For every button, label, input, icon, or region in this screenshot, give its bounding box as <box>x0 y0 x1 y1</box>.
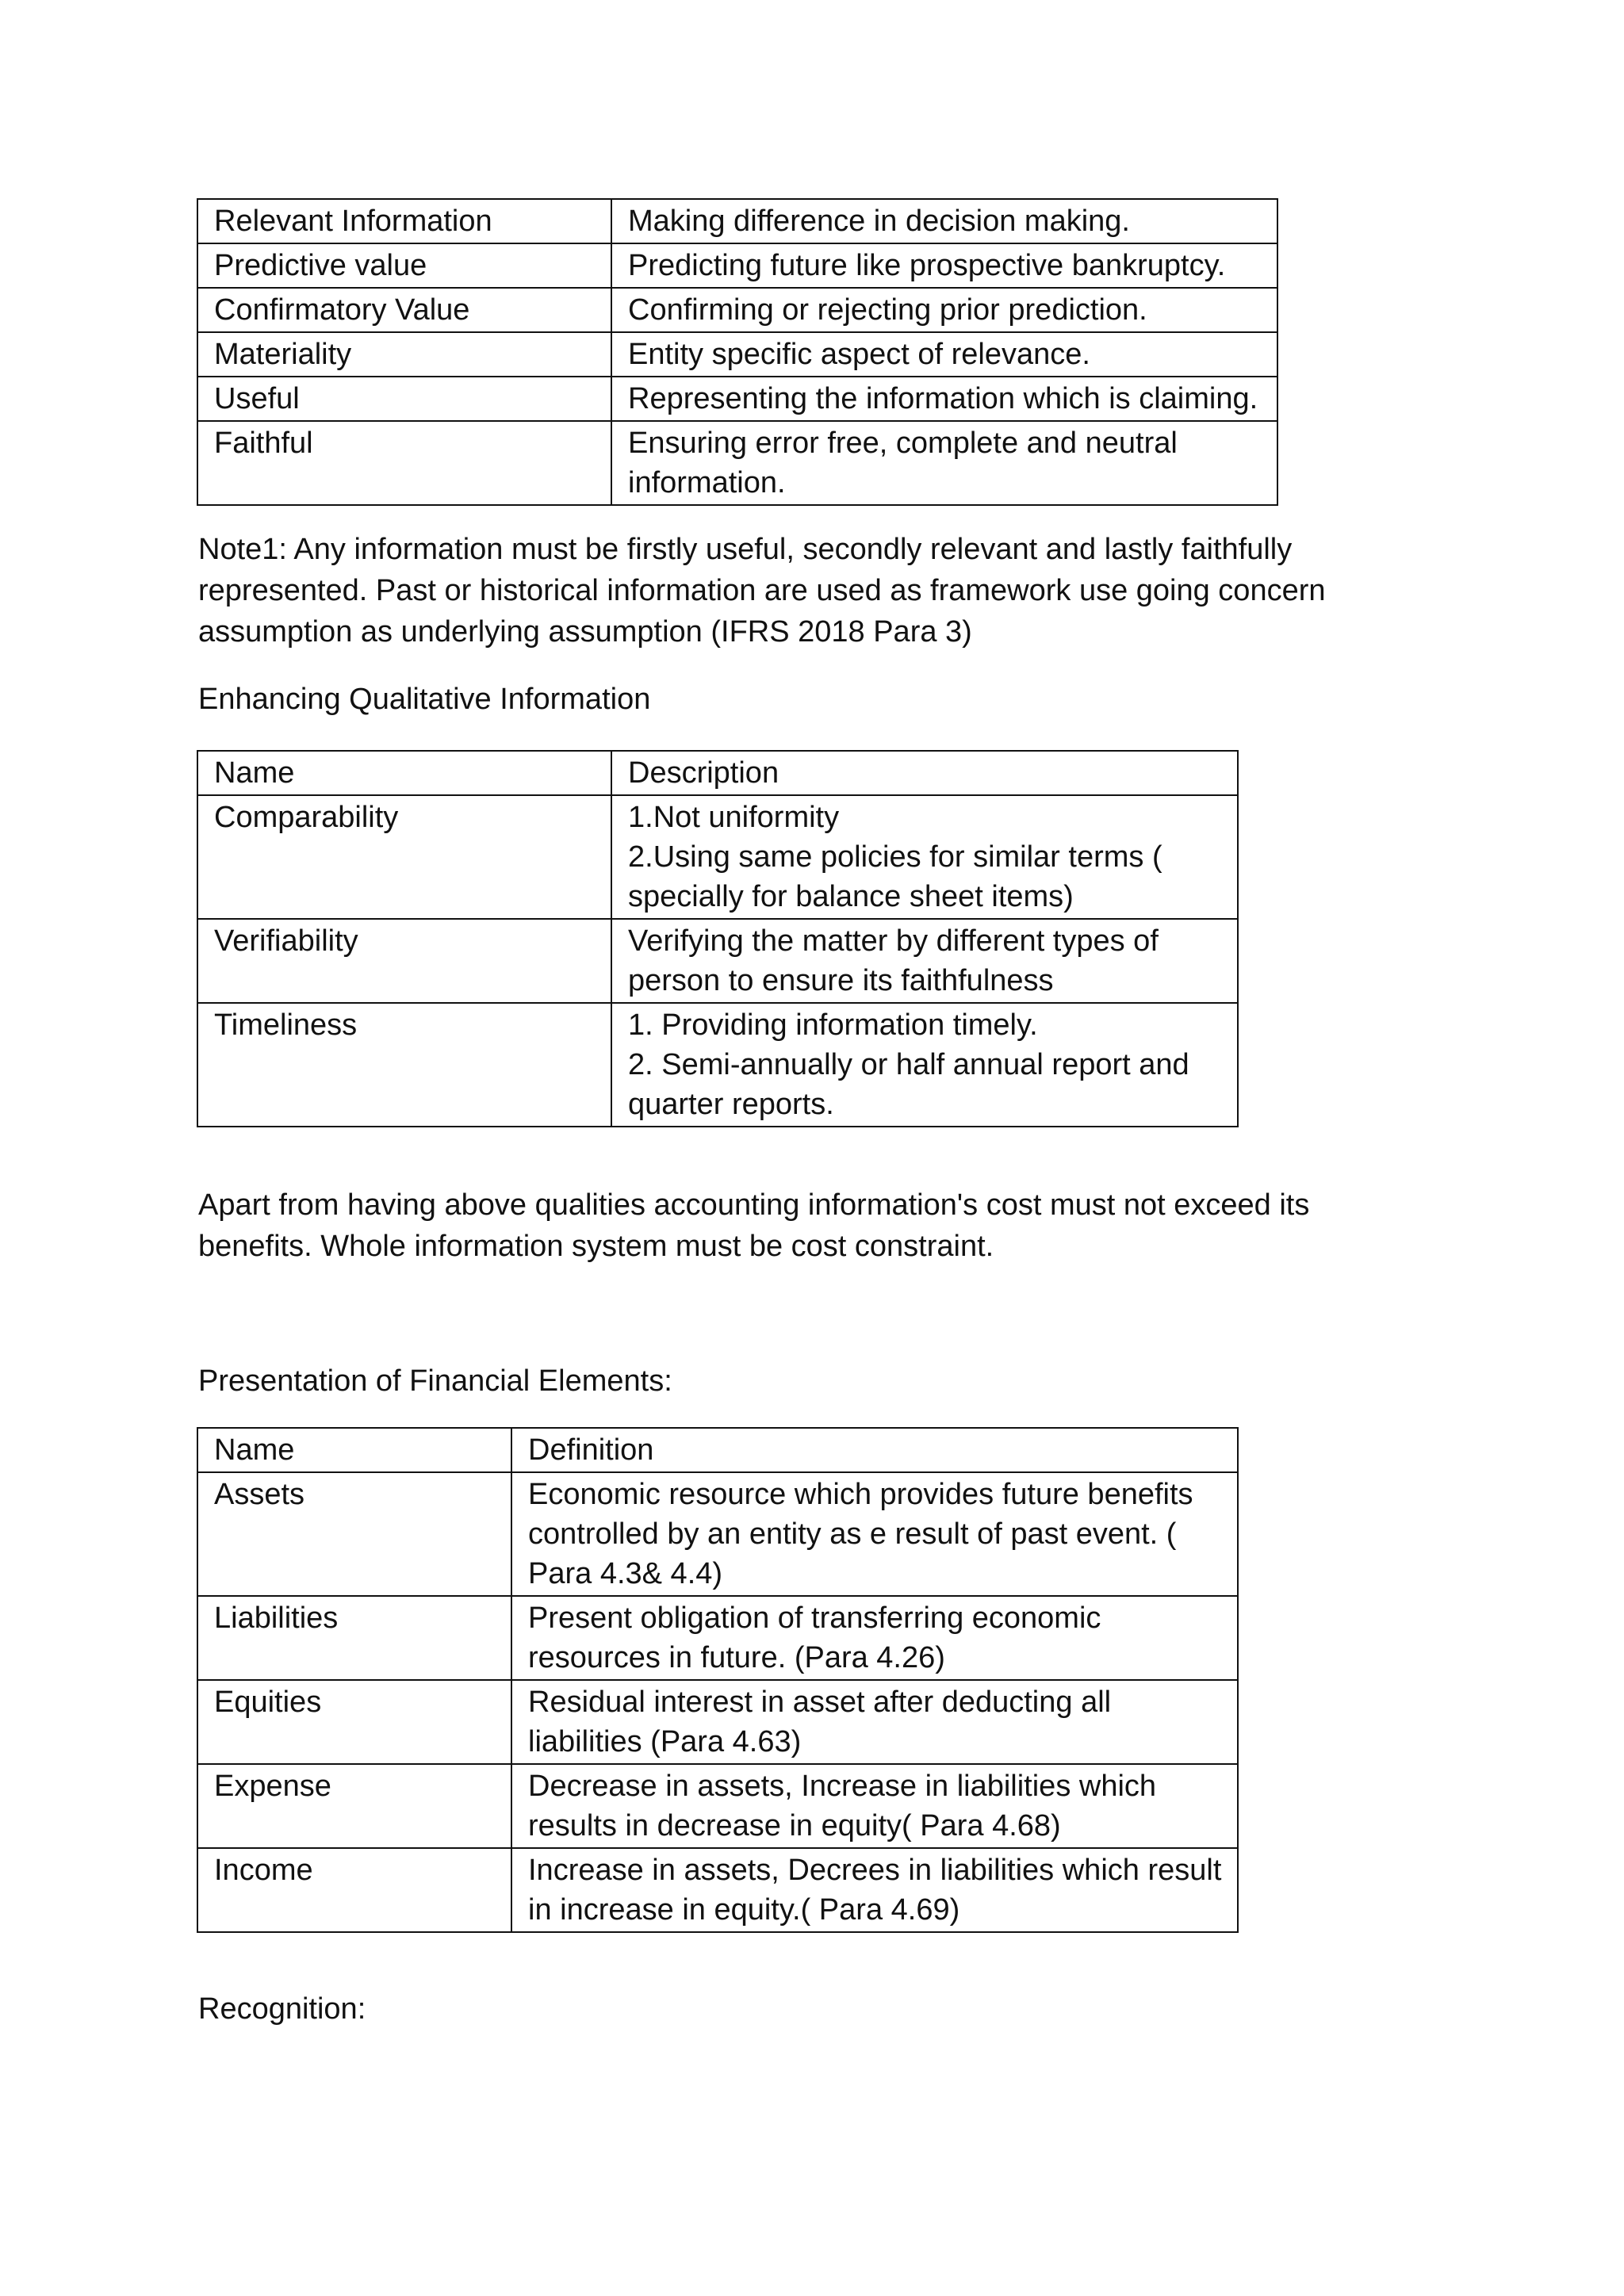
cost-constraint-paragraph: Apart from having above qualities accounting information's cost must not exceed its benefits. Whole information system must be cost constraint. <box>198 1188 1310 1263</box>
table-row <box>197 1848 1238 1932</box>
note1-paragraph: Note1: Any information must be firstly useful, secondly relevant and lastly faithfully represented. Past or historical information are used as framework use going concern assumption as underlying assumption (IFRS 2018 Para 3) <box>198 533 1326 649</box>
table-row <box>197 919 1238 1003</box>
elements-heading: Presentation of Financial Elements: <box>198 1364 672 1398</box>
table-row <box>197 1764 1238 1848</box>
table-row <box>197 1596 1238 1680</box>
table-row <box>197 1003 1238 1127</box>
qualitative-characteristics-table <box>197 198 1278 506</box>
name-cell: Comparability <box>197 795 611 919</box>
definition-cell: Increase in assets, Decrees in liabilities which result in increase in equity.( Para 4.69) <box>511 1848 1238 1932</box>
table-row <box>197 795 1238 919</box>
description-cell: Verifying the matter by different types of person to ensure its faithfulness <box>611 919 1238 1003</box>
table-row <box>197 1472 1238 1596</box>
table-row <box>197 332 1277 377</box>
header-definition-cell: Definition <box>511 1428 1238 1472</box>
definition-cell: Residual interest in asset after deducting all liabilities (Para 4.63) <box>511 1680 1238 1764</box>
name-cell: Income <box>197 1848 511 1932</box>
definition-cell: Present obligation of transferring economic resources in future. (Para 4.26) <box>511 1596 1238 1680</box>
definition-cell: Decrease in assets, Increase in liabilities which results in decrease in equity( Para 4.68) <box>511 1764 1238 1848</box>
recognition-heading: Recognition: <box>198 1992 366 2026</box>
name-cell: Liabilities <box>197 1596 511 1680</box>
table-header-row <box>197 1428 1238 1472</box>
table-row <box>197 243 1277 288</box>
enhancing-heading: Enhancing Qualitative Information <box>198 683 651 716</box>
term-cell: Predictive value <box>197 243 611 288</box>
table-row <box>197 421 1277 505</box>
name-cell: Verifiability <box>197 919 611 1003</box>
description-cell: Entity specific aspect of relevance. <box>611 332 1277 377</box>
description-cell: Making difference in decision making. <box>611 199 1277 243</box>
description-cell: 1.Not uniformity 2.Using same policies for similar terms ( specially for balance sheet items) <box>611 795 1238 919</box>
description-cell: Predicting future like prospective bankruptcy. <box>611 243 1277 288</box>
term-cell: Confirmatory Value <box>197 288 611 332</box>
term-cell: Materiality <box>197 332 611 377</box>
header-name-cell: Name <box>197 1428 511 1472</box>
description-cell: Representing the information which is claiming. <box>611 377 1277 421</box>
header-description-cell: Description <box>611 751 1238 795</box>
table-header-row <box>197 751 1238 795</box>
name-cell: Expense <box>197 1764 511 1848</box>
table-row <box>197 288 1277 332</box>
description-cell: Confirming or rejecting prior prediction. <box>611 288 1277 332</box>
enhancing-qualities-table <box>197 750 1239 1127</box>
table-row <box>197 377 1277 421</box>
name-cell: Assets <box>197 1472 511 1596</box>
table-row <box>197 199 1277 243</box>
financial-elements-table <box>197 1427 1239 1933</box>
header-name-cell: Name <box>197 751 611 795</box>
table-row <box>197 1680 1238 1764</box>
description-cell: Ensuring error free, complete and neutral information. <box>611 421 1277 505</box>
description-cell: 1. Providing information timely. 2. Semi-annually or half annual report and quarter reports. <box>611 1003 1238 1127</box>
name-cell: Timeliness <box>197 1003 611 1127</box>
term-cell: Useful <box>197 377 611 421</box>
name-cell: Equities <box>197 1680 511 1764</box>
term-cell: Faithful <box>197 421 611 505</box>
term-cell: Relevant Information <box>197 199 611 243</box>
definition-cell: Economic resource which provides future benefits controlled by an entity as e result of past event. ( Para 4.3& 4.4) <box>511 1472 1238 1596</box>
